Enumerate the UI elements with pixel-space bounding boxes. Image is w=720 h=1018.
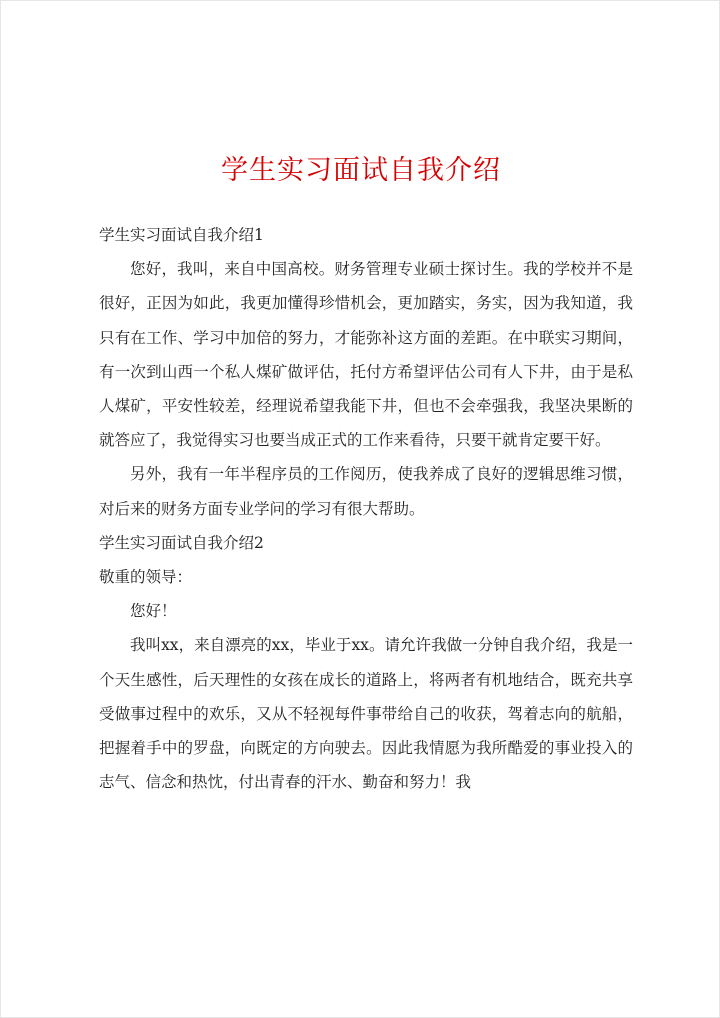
greeting: 您好！	[130, 602, 177, 621]
paragraph-3: 我叫xx，来自漂亮的xx，毕业于xx。请允许我做一分钟自我介绍，我是一个天生感性，后天理性的女孩在成长的道路上，将两者有机地结合，既充共享受做事过程中的欢乐，又从不轻视每件事带给自己的收获，驾着志向的航船，把握着手中的罗盘，向既定的方向驶去。因此我情愿为我所酷爱的事业投入的志气、信念和热忱，付出青春的汗水、勤奋和努力！我	[99, 636, 633, 792]
paragraph-1: 您好，我叫，来自中国高校。财务管理专业硕士探讨生。我的学校并不是很好，正因为如此，我更加懂得珍惜机会，更加踏实，务实，因为我知道，我只有在工作、学习中加倍的努力，才能弥补这方面的差距。在中联实习期间，有一次到山西一个私人煤矿做评估，托付方希望评估公司有人下井，由于是私人煤矿，平安性较差，经理说希望我能下井，但也不会牵强我，我坚决果断的就答应了，我觉得实习也要当成正式的工作来看待，只要干就肯定要干好。	[99, 260, 633, 450]
salutation: 敬重的领导：	[99, 568, 193, 587]
section-heading-1: 学生实习面试自我介绍1	[99, 226, 264, 244]
section-heading-2: 学生实习面试自我介绍2	[99, 533, 264, 552]
document-title: 学生实习面试自我介绍	[221, 155, 501, 186]
paragraph-2: 另外，我有一年半程序员的工作阅历，使我养成了良好的逻辑思维习惯，对后来的财务方面专业学问的学习有很大帮助。	[99, 465, 633, 518]
document-body	[99, 218, 633, 799]
